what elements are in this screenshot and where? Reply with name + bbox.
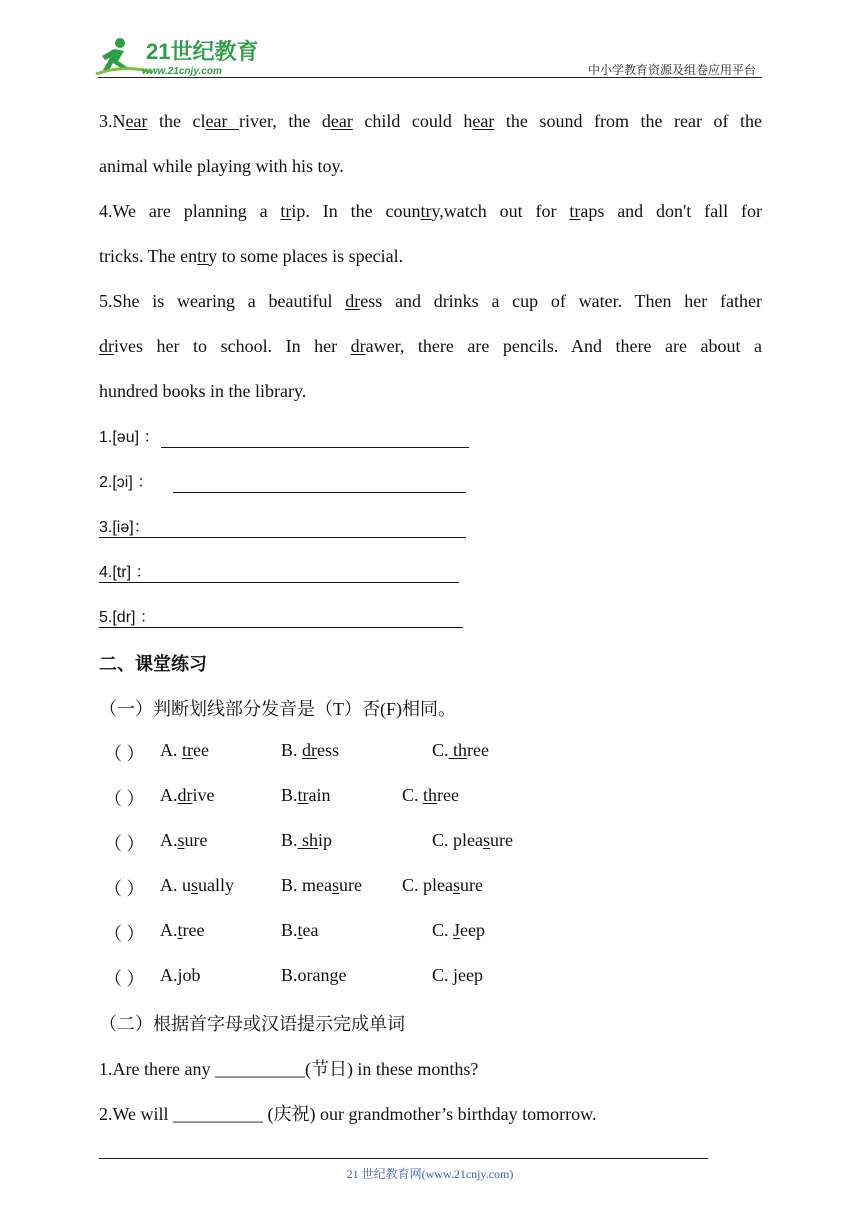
underlined-letters: s bbox=[332, 875, 340, 895]
option-b: B.tea bbox=[281, 920, 319, 940]
option-a: A.drive bbox=[160, 785, 215, 805]
underlined-letters: sh bbox=[297, 830, 319, 850]
underlined-letters: dr bbox=[302, 740, 318, 760]
underlined-letters: s bbox=[191, 875, 199, 895]
underlined-letters: dr bbox=[177, 785, 193, 805]
part1-title: （一）判断划线部分发音是（T）否(F)相同。 bbox=[99, 699, 456, 719]
answer-line-3[interactable]: 3.[iə]： bbox=[99, 515, 150, 541]
passage-line: 3.Near the clear river, the dear child could hear the sound from the rear of the bbox=[99, 111, 763, 131]
answer-underline bbox=[173, 492, 466, 493]
answer-bracket[interactable]: （ ） bbox=[104, 834, 145, 854]
option-b: B. dress bbox=[281, 740, 340, 760]
option-c: C. pleasure bbox=[432, 830, 513, 850]
fill-item-2[interactable]: 2.We will __________ (庆祝) our grandmother’s birthday tomorrow. bbox=[99, 1104, 597, 1124]
answer-underline bbox=[99, 537, 466, 538]
underlined-letters: dr bbox=[350, 336, 366, 356]
underlined-letters: j bbox=[453, 965, 459, 985]
option-c: C. three bbox=[402, 785, 460, 805]
underlined-letters: dr bbox=[345, 291, 361, 311]
answer-line-4[interactable]: 4.[tr] ： bbox=[99, 560, 151, 586]
underlined-letters: g bbox=[329, 965, 339, 985]
underlined-letters: tr bbox=[182, 740, 193, 760]
answer-line-2[interactable]: 2.[ɔi] ： bbox=[99, 470, 153, 496]
option-c: C. pleasure bbox=[402, 875, 483, 895]
answer-line-1[interactable]: 1.[əu] ： bbox=[99, 425, 159, 451]
passage-line: drives her to school. In her drawer, there are pencils. And there are about a bbox=[99, 336, 762, 356]
fill-item-1[interactable]: 1.Are there any __________(节日) in these months? bbox=[99, 1059, 479, 1079]
underlined-letters: J bbox=[453, 920, 461, 940]
option-c: C. three bbox=[432, 740, 490, 760]
underlined-letters: tr bbox=[197, 246, 209, 266]
underlined-letters: t bbox=[177, 920, 183, 940]
answer-bracket[interactable]: （ ） bbox=[104, 789, 145, 809]
underlined-letters: t bbox=[297, 920, 303, 940]
option-a: A. tree bbox=[160, 740, 209, 760]
option-b: B. measure bbox=[281, 875, 362, 895]
underlined-letters: ear bbox=[330, 111, 353, 131]
passage-5 bbox=[99, 279, 762, 414]
option-a: A.job bbox=[160, 965, 201, 985]
option-b: B.train bbox=[281, 785, 331, 805]
underlined-letters: tr bbox=[569, 201, 581, 221]
underlined-letters: tr bbox=[280, 201, 292, 221]
passage-3 bbox=[99, 99, 762, 189]
underlined-letters: j bbox=[177, 965, 183, 985]
passage-line: tricks. The entry to some places is special. bbox=[99, 246, 404, 266]
underlined-letters: th bbox=[448, 740, 468, 760]
answer-underline bbox=[99, 582, 459, 583]
answer-underline bbox=[99, 627, 463, 628]
logo-21cnjy bbox=[94, 34, 264, 78]
underlined-letters: dr bbox=[99, 336, 114, 356]
passage-line: hundred books in the library. bbox=[99, 381, 307, 401]
passage-line: animal while playing with his toy. bbox=[99, 156, 344, 176]
answer-underline bbox=[161, 447, 469, 448]
section-title: 二、课堂练习 bbox=[99, 654, 207, 674]
underlined-letters: ear bbox=[205, 111, 240, 131]
underlined-letters: tr bbox=[420, 201, 432, 221]
answer-bracket[interactable]: （ ） bbox=[104, 969, 145, 989]
underlined-letters: th bbox=[423, 785, 438, 805]
underlined-letters: s bbox=[177, 830, 185, 850]
underlined-letters: s bbox=[483, 830, 491, 850]
answer-bracket[interactable]: （ ） bbox=[104, 924, 145, 944]
option-b: B.orange bbox=[281, 965, 347, 985]
passage-4 bbox=[99, 189, 762, 279]
underlined-letters: tr bbox=[297, 785, 309, 805]
option-c: C. jeep bbox=[432, 965, 484, 985]
logo-text: 21世纪教育 bbox=[146, 39, 259, 64]
underlined-letters: ear bbox=[472, 111, 495, 131]
header-rule bbox=[98, 77, 762, 78]
passage-line: 5.She is wearing a beautiful dress and drinks a cup of water. Then her father bbox=[99, 291, 762, 311]
answer-line-5[interactable]: 5.[dr] ： bbox=[99, 605, 156, 631]
header-right-text: 中小学教育资源及组卷应用平台 bbox=[587, 63, 756, 77]
answer-bracket[interactable]: （ ） bbox=[104, 879, 145, 899]
part2-title: （二）根据首字母或汉语提示完成单词 bbox=[99, 1014, 405, 1034]
option-c: C. Jeep bbox=[432, 920, 486, 940]
footer-rule bbox=[99, 1158, 708, 1159]
passage-line: 4.We are planning a trip. In the country,watch out for traps and don't fall for bbox=[99, 201, 762, 221]
underlined-letters: s bbox=[453, 875, 461, 895]
option-a: A.sure bbox=[160, 830, 208, 850]
footer-text: 21 世纪教育网(www.21cnjy.com) bbox=[346, 1167, 514, 1181]
option-b: B. ship bbox=[281, 830, 333, 850]
option-a: A. usually bbox=[160, 875, 235, 895]
option-a: A.tree bbox=[160, 920, 205, 940]
logo-url: www.21cnjy.com bbox=[142, 66, 222, 77]
answer-bracket[interactable]: （ ） bbox=[104, 744, 145, 764]
underlined-letters: ear bbox=[125, 111, 148, 131]
